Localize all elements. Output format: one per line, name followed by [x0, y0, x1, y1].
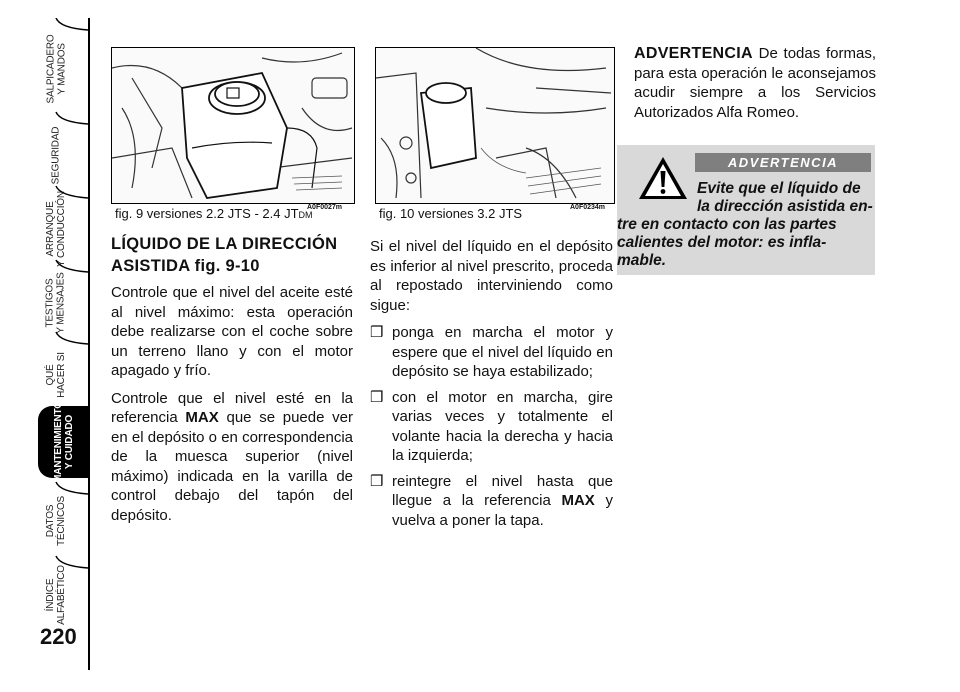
caption-text: fig. 9 versiones 2.2 JTS - 2.4 JT: [115, 206, 299, 221]
max-mark: MAX: [561, 492, 595, 509]
left-column: [111, 233, 353, 533]
list-item-text: ponga en marcha el motor y espere que el nivel del líquido en depósito se haya estabilizado;: [392, 324, 613, 380]
figure-9-code: A0F0027m: [307, 204, 343, 211]
tab-label: SEGURIDAD: [50, 126, 62, 184]
warning-badge: ADVERTENCIA: [695, 153, 871, 172]
tab-label: TESTIGOS Y MENSAJES: [44, 272, 67, 334]
tab-label: DATOS TÉCNICOS: [44, 495, 67, 547]
heading-line: LÍQUIDO DE LA DIRECCIÓN: [111, 235, 338, 253]
list-item-text: [392, 472, 613, 531]
paragraph-1: Controle que el nivel del aceite esté al nivel máximo: esta operación debe realizarse con el coche sobre un terreno llano y con el motor apagado y frío.: [111, 284, 353, 379]
text-run: De todas formas, para esta operación le aconsejamos acudir siempre a los Servicios Autorizados Alfa Romeo.: [634, 45, 876, 121]
text-run: Controle que el nivel esté en la referencia: [111, 389, 353, 426]
list-item-text: con el motor en marcha, gire varias veces y totalmente el volante hacia la derecha y hacia la izquierda;: [392, 388, 613, 464]
paragraph-2: [111, 389, 353, 526]
warning-text-line: Evite que el líquido de: [697, 180, 861, 197]
tab-label: QUÉ HACER SI: [44, 352, 67, 398]
figure-10-image: [375, 47, 615, 204]
warning-text-line: la dirección asistida en-: [697, 198, 873, 215]
warning-text-line: tre en contacto con las partes: [617, 216, 837, 233]
text-run: y vuelva a poner la tapa.: [392, 492, 613, 529]
tab-label: ÍNDICE ALFABÉTICO: [45, 565, 67, 625]
list-item: [370, 388, 613, 466]
engine-reservoir-illustration: [112, 48, 354, 203]
figure-9-caption: [115, 206, 313, 221]
checkbox-bullet-icon: ❒: [370, 472, 384, 490]
figure-9-image: [111, 47, 355, 204]
checkbox-bullet-icon: ❒: [370, 388, 384, 406]
advertencia-label: ADVERTENCIA: [634, 45, 753, 62]
text-run: reintegre el nivel hasta que llegue a la referencia: [392, 472, 613, 509]
tab-label: SALPICADERO Y MANDOS: [45, 34, 67, 104]
figure-10-code: A0F0234m: [570, 204, 606, 211]
warning-text-line: mable.: [617, 252, 667, 269]
engine-reservoir-illustration: [376, 48, 614, 203]
tab-label: ARRANQUE Y CONDUCCIÓN: [45, 191, 68, 267]
list-item: [370, 472, 613, 531]
list-item: [370, 323, 613, 382]
right-column: [634, 44, 876, 130]
warning-triangle-icon: [637, 155, 689, 201]
page-number: 220: [40, 624, 77, 649]
max-mark: MAX: [185, 409, 219, 426]
warning-box: [617, 145, 875, 275]
text-run: que se puede ver en el depósito o en correspondencia de la muesca superior (nivel máximo) indicada en la varilla de control debajo del tapón del depósito.: [111, 409, 354, 524]
caption-subscript: DM: [298, 210, 313, 220]
intro-paragraph: Si el nivel del líquido en el depósito es inferior al nivel prescrito, proceda al repostado interviniendo como sigue:: [370, 238, 613, 314]
checkbox-bullet-icon: ❒: [370, 324, 384, 341]
tab-separators: [54, 18, 90, 638]
advertencia-paragraph: [634, 44, 876, 122]
warning-text-line: calientes del motor: es infla-: [617, 234, 827, 251]
tab-label: MANTENIMIENTO Y CUIDADO: [53, 401, 76, 483]
figure-10-caption: fig. 10 versiones 3.2 JTS: [379, 206, 523, 221]
heading-line: ASISTIDA fig. 9-10: [111, 257, 260, 275]
section-heading: [111, 233, 353, 277]
middle-column: [370, 237, 613, 536]
